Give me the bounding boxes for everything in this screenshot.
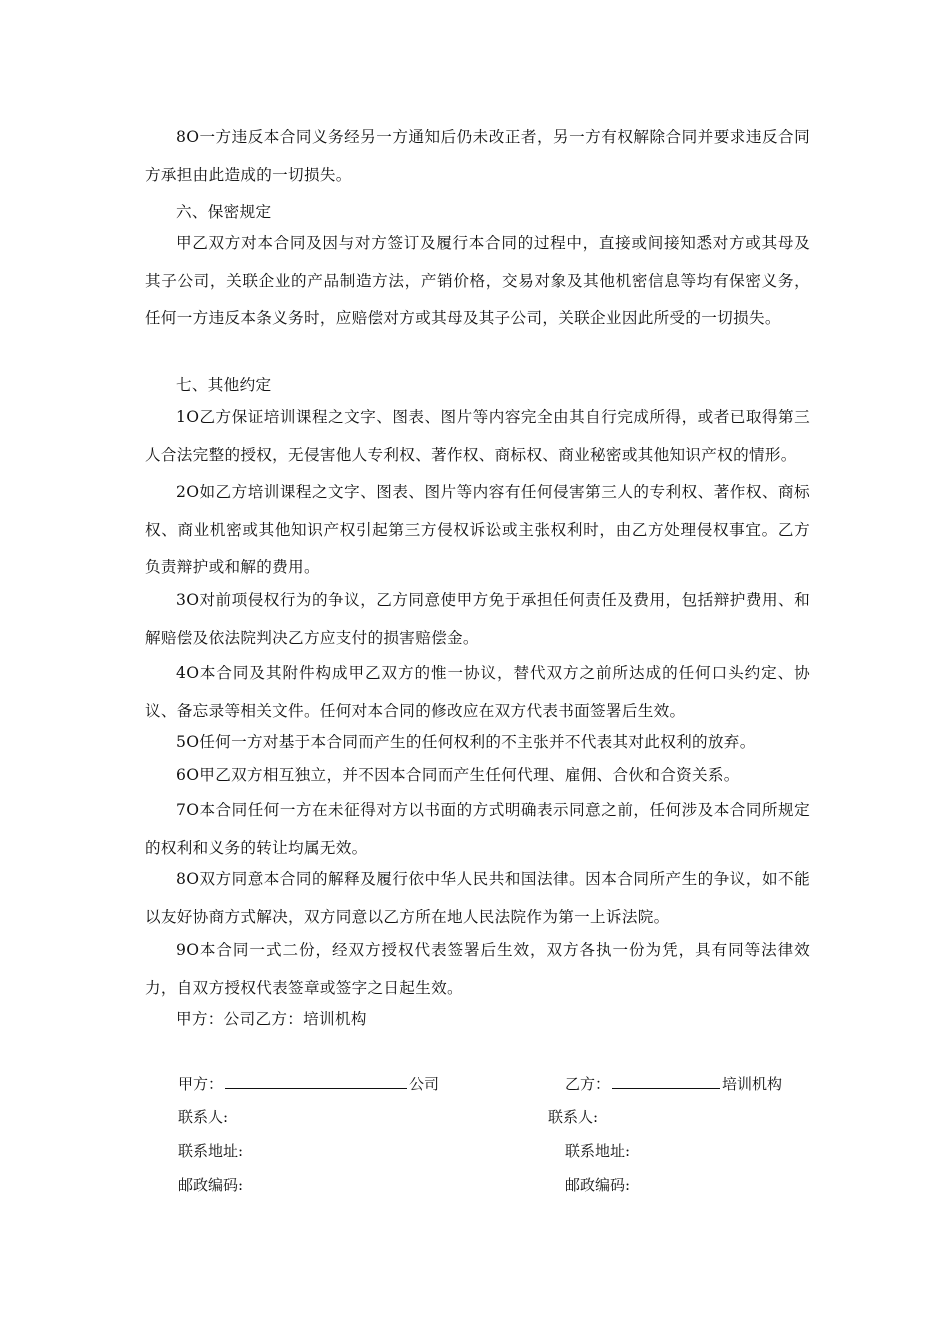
party-a-signature-line <box>178 1074 439 1094</box>
party-a-label: 甲方： <box>178 1075 224 1093</box>
clause-4-entire-agreement: 4O本合同及其附件构成甲乙双方的惟一协议，替代双方之前所达成的任何口头约定、协议、备忘录等相关文件。任何对本合同的修改应在双方代表书面签署后生效。 <box>145 664 810 720</box>
postcode-a-label: 邮政编码: <box>178 1176 244 1194</box>
postcode-b-label: 邮政编码: <box>565 1176 631 1194</box>
section-heading-other: 七、其他约定 <box>176 376 272 394</box>
contact-b-label: 联系人: <box>548 1108 599 1126</box>
parties-line: 甲方：公司乙方：培训机构 <box>176 1010 367 1028</box>
clause-8-governing-law: 8O双方同意本合同的解释及履行依中华人民共和国法律。因本合同所产生的争议，如不能以友好协商方式解决，双方同意以乙方所在地人民法院作为第一上诉法院。 <box>145 870 810 926</box>
clause-3-indemnity: 3O对前项侵权行为的争议，乙方同意使甲方免于承担任何责任及费用，包括辩护费用、和解赔偿及依法院判决乙方应支付的损害赔偿金。 <box>145 591 810 647</box>
section-heading-confidentiality: 六、保密规定 <box>176 203 272 221</box>
clause-9-counterparts: 9O本合同一式二份，经双方授权代表签署后生效，双方各执一份为凭，具有同等法律效力，自双方授权代表签章或签字之日起生效。 <box>145 941 810 997</box>
clause-2-infringement: 2O如乙方培训课程之文字、图表、图片等内容有任何侵害第三人的专利权、著作权、商标权、商业机密或其他知识产权引起第三方侵权诉讼或主张权利时，由乙方处理侵权事宜。乙方负责辩护或和解的费用。 <box>145 483 810 577</box>
party-b-signature-line <box>565 1074 782 1094</box>
clause-7-assignment: 7O本合同任何一方在未征得对方以书面的方式明确表示同意之前，任何涉及本合同所规定的权利和义务的转让均属无效。 <box>145 801 810 857</box>
party-b-label: 乙方： <box>565 1075 611 1093</box>
party-b-suffix: 培训机构 <box>722 1075 783 1093</box>
confidentiality-clause: 甲乙双方对本合同及因与对方签订及履行本合同的过程中，直接或间接知悉对方或其母及其子公司，关联企业的产品制造方法，产销价格，交易对象及其他机密信息等均有保密义务，任何一方违反本条义务时，应赔偿对方或其母及其子公司，关联企业因此所受的一切损失。 <box>145 234 810 328</box>
party-a-blank[interactable] <box>225 1074 407 1089</box>
clause-1-ip-warranty: 1O乙方保证培训课程之文字、图表、图片等内容完全由其自行完成所得，或者已取得第三人合法完整的授权，无侵害他人专利权、著作权、商标权、商业秘密或其他知识产权的情形。 <box>145 408 810 464</box>
address-b-label: 联系地址: <box>565 1142 631 1160</box>
clause-5-waiver: 5O任何一方对基于本合同而产生的任何权利的不主张并不代表其对此权利的放弃。 <box>176 733 756 751</box>
party-b-blank[interactable] <box>612 1074 720 1089</box>
address-a-label: 联系地址: <box>178 1142 244 1160</box>
party-a-suffix: 公司 <box>409 1075 440 1093</box>
clause-8-termination: 8O一方违反本合同义务经另一方通知后仍未改正者，另一方有权解除合同并要求违反合同方承担由此造成的一切损失。 <box>145 128 810 184</box>
contact-a-label: 联系人: <box>178 1108 229 1126</box>
clause-6-independence: 6O甲乙双方相互独立，并不因本合同而产生任何代理、雇佣、合伙和合资关系。 <box>176 766 740 784</box>
